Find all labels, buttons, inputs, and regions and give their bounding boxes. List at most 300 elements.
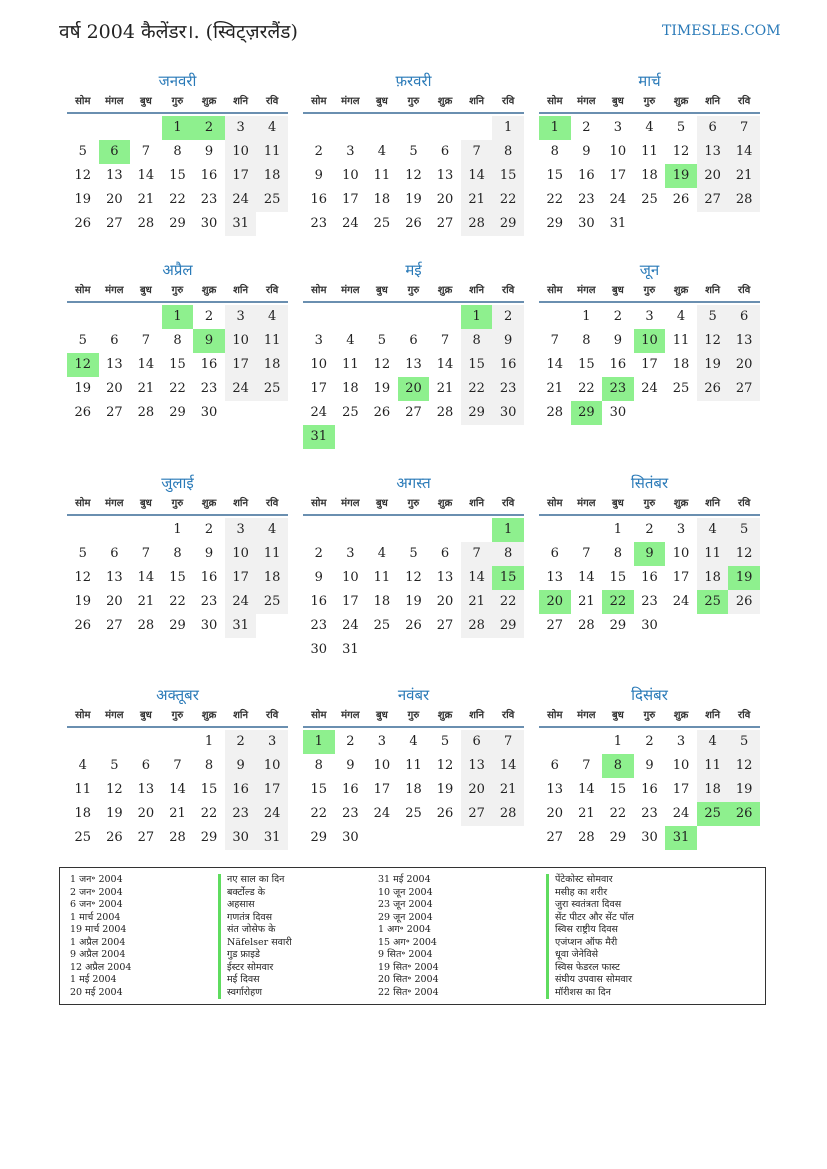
day-cell[interactable]: 19 xyxy=(697,353,729,377)
day-cell[interactable]: 23 xyxy=(310,216,328,231)
day-cell[interactable]: 1 xyxy=(613,734,623,749)
day-cell[interactable]: 24 xyxy=(225,188,257,212)
day-cell[interactable]: 8 xyxy=(173,546,182,561)
day-cell[interactable]: 18 xyxy=(373,594,391,609)
day-cell[interactable]: 7 xyxy=(461,140,493,164)
day-cell[interactable]: 27 xyxy=(728,377,760,401)
day-cell[interactable]: 30 xyxy=(641,830,658,845)
day-cell[interactable]: 27 xyxy=(137,830,155,845)
day-cell[interactable]: 15 xyxy=(200,782,218,797)
day-cell[interactable]: 4 xyxy=(697,518,729,542)
day-cell[interactable]: 3 xyxy=(346,144,355,159)
day-cell[interactable]: 10 xyxy=(225,329,257,353)
day-cell[interactable]: 26 xyxy=(728,590,760,614)
day-cell[interactable]: 27 xyxy=(106,405,123,420)
day-cell[interactable]: 15 xyxy=(546,168,564,183)
day-cell[interactable]: 6 xyxy=(550,758,559,773)
day-cell[interactable]: 12 xyxy=(405,570,422,585)
day-cell[interactable]: 15 xyxy=(310,782,328,797)
day-cell[interactable]: 24 xyxy=(225,590,257,614)
day-cell[interactable]: 1 xyxy=(204,734,214,749)
day-cell[interactable]: 16 xyxy=(641,570,658,585)
day-cell[interactable]: 31 xyxy=(342,642,359,657)
day-cell[interactable]: 17 xyxy=(310,381,328,396)
day-cell[interactable]: 24 xyxy=(256,802,288,826)
day-cell[interactable]: 31 xyxy=(256,826,288,850)
day-cell[interactable]: 18 xyxy=(672,357,690,372)
day-cell[interactable]: 16 xyxy=(609,357,627,372)
day-cell[interactable]: 30 xyxy=(200,216,218,231)
holiday-day-cell[interactable]: 19 xyxy=(728,566,760,590)
day-cell[interactable]: 23 xyxy=(641,594,658,609)
day-cell[interactable]: 16 xyxy=(200,357,218,372)
day-cell[interactable]: 20 xyxy=(546,806,564,821)
day-cell[interactable]: 19 xyxy=(74,594,92,609)
day-cell[interactable]: 20 xyxy=(137,806,155,821)
day-cell[interactable]: 9 xyxy=(314,570,323,585)
day-cell[interactable]: 13 xyxy=(436,168,454,183)
day-cell[interactable]: 14 xyxy=(169,782,186,797)
day-cell[interactable]: 24 xyxy=(672,806,690,821)
day-cell[interactable]: 27 xyxy=(106,216,123,231)
day-cell[interactable]: 14 xyxy=(492,754,524,778)
day-cell[interactable]: 18 xyxy=(405,782,422,797)
day-cell[interactable]: 11 xyxy=(256,542,288,566)
day-cell[interactable]: 19 xyxy=(74,381,92,396)
day-cell[interactable]: 2 xyxy=(645,734,654,749)
day-cell[interactable]: 30 xyxy=(492,401,524,425)
day-cell[interactable]: 2 xyxy=(492,305,524,329)
day-cell[interactable]: 23 xyxy=(578,192,595,207)
day-cell[interactable]: 26 xyxy=(74,618,92,633)
day-cell[interactable]: 9 xyxy=(346,758,355,773)
day-cell[interactable]: 8 xyxy=(550,144,559,159)
day-cell[interactable]: 28 xyxy=(169,830,186,845)
day-cell[interactable]: 31 xyxy=(609,216,627,231)
day-cell[interactable]: 17 xyxy=(256,778,288,802)
day-cell[interactable]: 8 xyxy=(204,758,214,773)
day-cell[interactable]: 25 xyxy=(373,618,391,633)
day-cell[interactable]: 16 xyxy=(310,594,328,609)
day-cell[interactable]: 28 xyxy=(461,212,493,236)
day-cell[interactable]: 5 xyxy=(78,333,87,348)
day-cell[interactable]: 2 xyxy=(645,522,654,537)
day-cell[interactable]: 23 xyxy=(342,806,359,821)
day-cell[interactable]: 2 xyxy=(225,730,257,754)
day-cell[interactable]: 3 xyxy=(645,309,654,324)
day-cell[interactable]: 7 xyxy=(582,758,591,773)
day-cell[interactable]: 10 xyxy=(342,570,359,585)
day-cell[interactable]: 13 xyxy=(461,754,493,778)
day-cell[interactable]: 11 xyxy=(697,542,729,566)
day-cell[interactable]: 9 xyxy=(645,758,654,773)
holiday-day-cell[interactable]: 1 xyxy=(539,116,571,140)
day-cell[interactable]: 27 xyxy=(436,618,454,633)
day-cell[interactable]: 3 xyxy=(613,120,623,135)
day-cell[interactable]: 6 xyxy=(461,730,493,754)
day-cell[interactable]: 24 xyxy=(672,594,690,609)
day-cell[interactable]: 30 xyxy=(200,405,218,420)
day-cell[interactable]: 26 xyxy=(436,806,454,821)
day-cell[interactable]: 30 xyxy=(225,826,257,850)
day-cell[interactable]: 3 xyxy=(676,734,686,749)
day-cell[interactable]: 3 xyxy=(314,333,323,348)
day-cell[interactable]: 18 xyxy=(74,806,92,821)
holiday-day-cell[interactable]: 10 xyxy=(634,329,666,353)
day-cell[interactable]: 4 xyxy=(346,333,355,348)
day-cell[interactable]: 13 xyxy=(436,570,454,585)
day-cell[interactable]: 3 xyxy=(346,546,355,561)
day-cell[interactable]: 20 xyxy=(106,594,123,609)
day-cell[interactable]: 4 xyxy=(676,309,686,324)
day-cell[interactable]: 15 xyxy=(609,570,627,585)
day-cell[interactable]: 5 xyxy=(728,518,760,542)
day-cell[interactable]: 15 xyxy=(169,570,186,585)
day-cell[interactable]: 8 xyxy=(492,542,524,566)
day-cell[interactable]: 22 xyxy=(578,381,595,396)
day-cell[interactable]: 16 xyxy=(641,782,658,797)
day-cell[interactable]: 13 xyxy=(546,570,564,585)
day-cell[interactable]: 13 xyxy=(546,782,564,797)
day-cell[interactable]: 16 xyxy=(310,192,328,207)
day-cell[interactable]: 18 xyxy=(256,353,288,377)
day-cell[interactable]: 27 xyxy=(436,216,454,231)
day-cell[interactable]: 15 xyxy=(169,357,186,372)
day-cell[interactable]: 16 xyxy=(578,168,595,183)
holiday-day-cell[interactable]: 20 xyxy=(539,590,571,614)
holiday-day-cell[interactable]: 8 xyxy=(602,754,634,778)
day-cell[interactable]: 12 xyxy=(436,758,454,773)
holiday-day-cell[interactable]: 1 xyxy=(492,518,524,542)
day-cell[interactable]: 25 xyxy=(641,192,658,207)
day-cell[interactable]: 9 xyxy=(582,144,591,159)
day-cell[interactable]: 11 xyxy=(672,333,690,348)
day-cell[interactable]: 31 xyxy=(225,614,257,638)
day-cell[interactable]: 14 xyxy=(137,357,155,372)
day-cell[interactable]: 27 xyxy=(697,188,729,212)
holiday-day-cell[interactable]: 1 xyxy=(461,305,493,329)
day-cell[interactable]: 15 xyxy=(492,164,524,188)
site-logo-link[interactable]: TIMESLES.COM xyxy=(662,23,781,39)
day-cell[interactable]: 12 xyxy=(672,144,690,159)
day-cell[interactable]: 8 xyxy=(173,144,182,159)
day-cell[interactable]: 9 xyxy=(204,546,214,561)
day-cell[interactable]: 14 xyxy=(546,357,564,372)
holiday-day-cell[interactable]: 29 xyxy=(571,401,603,425)
day-cell[interactable]: 29 xyxy=(492,614,524,638)
day-cell[interactable]: 28 xyxy=(578,618,595,633)
day-cell[interactable]: 25 xyxy=(373,216,391,231)
day-cell[interactable]: 22 xyxy=(169,192,186,207)
day-cell[interactable]: 7 xyxy=(461,542,493,566)
day-cell[interactable]: 7 xyxy=(440,333,450,348)
day-cell[interactable]: 21 xyxy=(728,164,760,188)
day-cell[interactable]: 8 xyxy=(314,758,323,773)
day-cell[interactable]: 18 xyxy=(256,566,288,590)
day-cell[interactable]: 14 xyxy=(461,566,493,590)
day-cell[interactable]: 5 xyxy=(676,120,686,135)
day-cell[interactable]: 7 xyxy=(550,333,559,348)
day-cell[interactable]: 12 xyxy=(373,357,391,372)
day-cell[interactable]: 5 xyxy=(440,734,450,749)
day-cell[interactable]: 4 xyxy=(78,758,87,773)
day-cell[interactable]: 5 xyxy=(697,305,729,329)
day-cell[interactable]: 29 xyxy=(609,830,627,845)
holiday-day-cell[interactable]: 23 xyxy=(602,377,634,401)
day-cell[interactable]: 3 xyxy=(256,730,288,754)
holiday-day-cell[interactable]: 9 xyxy=(634,542,666,566)
day-cell[interactable]: 19 xyxy=(728,778,760,802)
day-cell[interactable]: 23 xyxy=(225,802,257,826)
day-cell[interactable]: 20 xyxy=(728,353,760,377)
day-cell[interactable]: 22 xyxy=(169,381,186,396)
holiday-day-cell[interactable]: 22 xyxy=(602,590,634,614)
day-cell[interactable]: 15 xyxy=(169,168,186,183)
holiday-day-cell[interactable]: 25 xyxy=(697,802,729,826)
day-cell[interactable]: 19 xyxy=(436,782,454,797)
day-cell[interactable]: 24 xyxy=(373,806,391,821)
day-cell[interactable]: 5 xyxy=(110,758,119,773)
day-cell[interactable]: 26 xyxy=(106,830,123,845)
day-cell[interactable]: 17 xyxy=(342,192,359,207)
day-cell[interactable]: 22 xyxy=(546,192,564,207)
day-cell[interactable]: 29 xyxy=(169,405,186,420)
day-cell[interactable]: 4 xyxy=(697,730,729,754)
day-cell[interactable]: 4 xyxy=(256,518,288,542)
day-cell[interactable]: 17 xyxy=(373,782,391,797)
day-cell[interactable]: 11 xyxy=(405,758,422,773)
day-cell[interactable]: 7 xyxy=(141,144,151,159)
day-cell[interactable]: 18 xyxy=(342,381,359,396)
day-cell[interactable]: 17 xyxy=(225,353,257,377)
day-cell[interactable]: 20 xyxy=(697,164,729,188)
day-cell[interactable]: 16 xyxy=(492,353,524,377)
day-cell[interactable]: 23 xyxy=(492,377,524,401)
day-cell[interactable]: 13 xyxy=(106,168,123,183)
day-cell[interactable]: 27 xyxy=(405,405,422,420)
day-cell[interactable]: 5 xyxy=(409,546,418,561)
day-cell[interactable]: 1 xyxy=(492,116,524,140)
day-cell[interactable]: 13 xyxy=(697,140,729,164)
day-cell[interactable]: 13 xyxy=(728,329,760,353)
day-cell[interactable]: 9 xyxy=(204,144,214,159)
day-cell[interactable]: 28 xyxy=(436,405,454,420)
holiday-day-cell[interactable]: 20 xyxy=(398,377,430,401)
day-cell[interactable]: 28 xyxy=(728,188,760,212)
day-cell[interactable]: 30 xyxy=(200,618,218,633)
day-cell[interactable]: 21 xyxy=(169,806,186,821)
day-cell[interactable]: 20 xyxy=(436,594,454,609)
day-cell[interactable]: 16 xyxy=(225,778,257,802)
day-cell[interactable]: 2 xyxy=(346,734,355,749)
day-cell[interactable]: 24 xyxy=(609,192,627,207)
day-cell[interactable]: 11 xyxy=(74,782,92,797)
day-cell[interactable]: 15 xyxy=(609,782,627,797)
day-cell[interactable]: 7 xyxy=(173,758,182,773)
day-cell[interactable]: 12 xyxy=(74,570,92,585)
day-cell[interactable]: 12 xyxy=(405,168,422,183)
day-cell[interactable]: 6 xyxy=(110,546,119,561)
day-cell[interactable]: 30 xyxy=(310,642,328,657)
day-cell[interactable]: 4 xyxy=(256,305,288,329)
day-cell[interactable]: 8 xyxy=(173,333,182,348)
day-cell[interactable]: 19 xyxy=(405,594,422,609)
day-cell[interactable]: 14 xyxy=(578,570,595,585)
day-cell[interactable]: 29 xyxy=(169,216,186,231)
holiday-day-cell[interactable]: 1 xyxy=(162,305,194,329)
day-cell[interactable]: 22 xyxy=(492,590,524,614)
day-cell[interactable]: 21 xyxy=(492,778,524,802)
day-cell[interactable]: 30 xyxy=(641,618,658,633)
day-cell[interactable]: 28 xyxy=(461,614,493,638)
day-cell[interactable]: 7 xyxy=(582,546,591,561)
holiday-day-cell[interactable]: 9 xyxy=(193,329,225,353)
day-cell[interactable]: 21 xyxy=(436,381,454,396)
day-cell[interactable]: 27 xyxy=(546,830,564,845)
day-cell[interactable]: 19 xyxy=(405,192,422,207)
day-cell[interactable]: 29 xyxy=(169,618,186,633)
day-cell[interactable]: 6 xyxy=(440,144,450,159)
day-cell[interactable]: 4 xyxy=(645,120,654,135)
day-cell[interactable]: 3 xyxy=(676,522,686,537)
day-cell[interactable]: 12 xyxy=(106,782,123,797)
day-cell[interactable]: 24 xyxy=(641,381,658,396)
day-cell[interactable]: 9 xyxy=(314,168,323,183)
day-cell[interactable]: 10 xyxy=(342,168,359,183)
day-cell[interactable]: 16 xyxy=(200,570,218,585)
day-cell[interactable]: 3 xyxy=(377,734,387,749)
day-cell[interactable]: 18 xyxy=(373,192,391,207)
day-cell[interactable]: 24 xyxy=(225,377,257,401)
day-cell[interactable]: 6 xyxy=(697,116,729,140)
day-cell[interactable]: 17 xyxy=(609,168,627,183)
day-cell[interactable]: 14 xyxy=(137,570,155,585)
day-cell[interactable]: 30 xyxy=(342,830,359,845)
day-cell[interactable]: 26 xyxy=(405,216,422,231)
day-cell[interactable]: 21 xyxy=(137,192,155,207)
day-cell[interactable]: 21 xyxy=(578,806,595,821)
day-cell[interactable]: 11 xyxy=(256,140,288,164)
day-cell[interactable]: 16 xyxy=(342,782,359,797)
day-cell[interactable]: 6 xyxy=(141,758,151,773)
day-cell[interactable]: 17 xyxy=(641,357,658,372)
day-cell[interactable]: 11 xyxy=(342,357,359,372)
day-cell[interactable]: 10 xyxy=(672,758,690,773)
day-cell[interactable]: 25 xyxy=(256,188,288,212)
day-cell[interactable]: 28 xyxy=(546,405,564,420)
day-cell[interactable]: 10 xyxy=(310,357,328,372)
day-cell[interactable]: 10 xyxy=(373,758,391,773)
day-cell[interactable]: 14 xyxy=(436,357,454,372)
day-cell[interactable]: 14 xyxy=(137,168,155,183)
day-cell[interactable]: 22 xyxy=(310,806,328,821)
day-cell[interactable]: 17 xyxy=(225,164,257,188)
day-cell[interactable]: 3 xyxy=(225,116,257,140)
holiday-day-cell[interactable]: 19 xyxy=(665,164,697,188)
day-cell[interactable]: 3 xyxy=(225,518,257,542)
day-cell[interactable]: 30 xyxy=(578,216,595,231)
day-cell[interactable]: 19 xyxy=(74,192,92,207)
day-cell[interactable]: 8 xyxy=(582,333,591,348)
day-cell[interactable]: 18 xyxy=(697,778,729,802)
day-cell[interactable]: 25 xyxy=(74,830,92,845)
day-cell[interactable]: 23 xyxy=(200,594,218,609)
holiday-day-cell[interactable]: 15 xyxy=(492,566,524,590)
day-cell[interactable]: 2 xyxy=(314,546,323,561)
holiday-day-cell[interactable]: 12 xyxy=(67,353,99,377)
day-cell[interactable]: 21 xyxy=(578,594,595,609)
day-cell[interactable]: 28 xyxy=(137,405,155,420)
day-cell[interactable]: 13 xyxy=(106,570,123,585)
day-cell[interactable]: 26 xyxy=(405,618,422,633)
day-cell[interactable]: 24 xyxy=(310,405,328,420)
day-cell[interactable]: 22 xyxy=(200,806,218,821)
day-cell[interactable]: 2 xyxy=(582,120,591,135)
day-cell[interactable]: 3 xyxy=(225,305,257,329)
day-cell[interactable]: 11 xyxy=(641,144,658,159)
day-cell[interactable]: 5 xyxy=(78,144,87,159)
day-cell[interactable]: 21 xyxy=(137,381,155,396)
day-cell[interactable]: 25 xyxy=(256,590,288,614)
day-cell[interactable]: 26 xyxy=(373,405,391,420)
day-cell[interactable]: 4 xyxy=(409,734,418,749)
day-cell[interactable]: 18 xyxy=(697,566,729,590)
day-cell[interactable]: 21 xyxy=(461,188,493,212)
day-cell[interactable]: 22 xyxy=(609,806,627,821)
day-cell[interactable]: 8 xyxy=(613,546,623,561)
day-cell[interactable]: 28 xyxy=(137,216,155,231)
day-cell[interactable]: 17 xyxy=(342,594,359,609)
day-cell[interactable]: 4 xyxy=(377,546,387,561)
day-cell[interactable]: 1 xyxy=(173,522,182,537)
day-cell[interactable]: 8 xyxy=(492,140,524,164)
day-cell[interactable]: 26 xyxy=(672,192,690,207)
day-cell[interactable]: 26 xyxy=(74,405,92,420)
day-cell[interactable]: 10 xyxy=(672,546,690,561)
day-cell[interactable]: 6 xyxy=(550,546,559,561)
day-cell[interactable]: 14 xyxy=(461,164,493,188)
day-cell[interactable]: 10 xyxy=(225,140,257,164)
day-cell[interactable]: 9 xyxy=(225,754,257,778)
day-cell[interactable]: 20 xyxy=(461,778,493,802)
day-cell[interactable]: 6 xyxy=(440,546,450,561)
day-cell[interactable]: 20 xyxy=(436,192,454,207)
day-cell[interactable]: 6 xyxy=(110,333,119,348)
day-cell[interactable]: 28 xyxy=(137,618,155,633)
day-cell[interactable]: 12 xyxy=(74,168,92,183)
holiday-day-cell[interactable]: 31 xyxy=(303,425,335,449)
day-cell[interactable]: 26 xyxy=(697,377,729,401)
day-cell[interactable]: 29 xyxy=(546,216,564,231)
day-cell[interactable]: 27 xyxy=(106,618,123,633)
day-cell[interactable]: 11 xyxy=(373,168,391,183)
day-cell[interactable]: 21 xyxy=(546,381,564,396)
day-cell[interactable]: 24 xyxy=(342,618,359,633)
day-cell[interactable]: 26 xyxy=(74,216,92,231)
day-cell[interactable]: 19 xyxy=(373,381,391,396)
day-cell[interactable]: 1 xyxy=(613,522,623,537)
day-cell[interactable]: 13 xyxy=(106,357,123,372)
day-cell[interactable]: 5 xyxy=(409,144,418,159)
day-cell[interactable]: 25 xyxy=(405,806,422,821)
day-cell[interactable]: 2 xyxy=(204,522,214,537)
day-cell[interactable]: 22 xyxy=(492,188,524,212)
day-cell[interactable]: 28 xyxy=(492,802,524,826)
day-cell[interactable]: 4 xyxy=(377,144,387,159)
day-cell[interactable]: 12 xyxy=(728,754,760,778)
day-cell[interactable]: 11 xyxy=(697,754,729,778)
day-cell[interactable]: 15 xyxy=(578,357,595,372)
